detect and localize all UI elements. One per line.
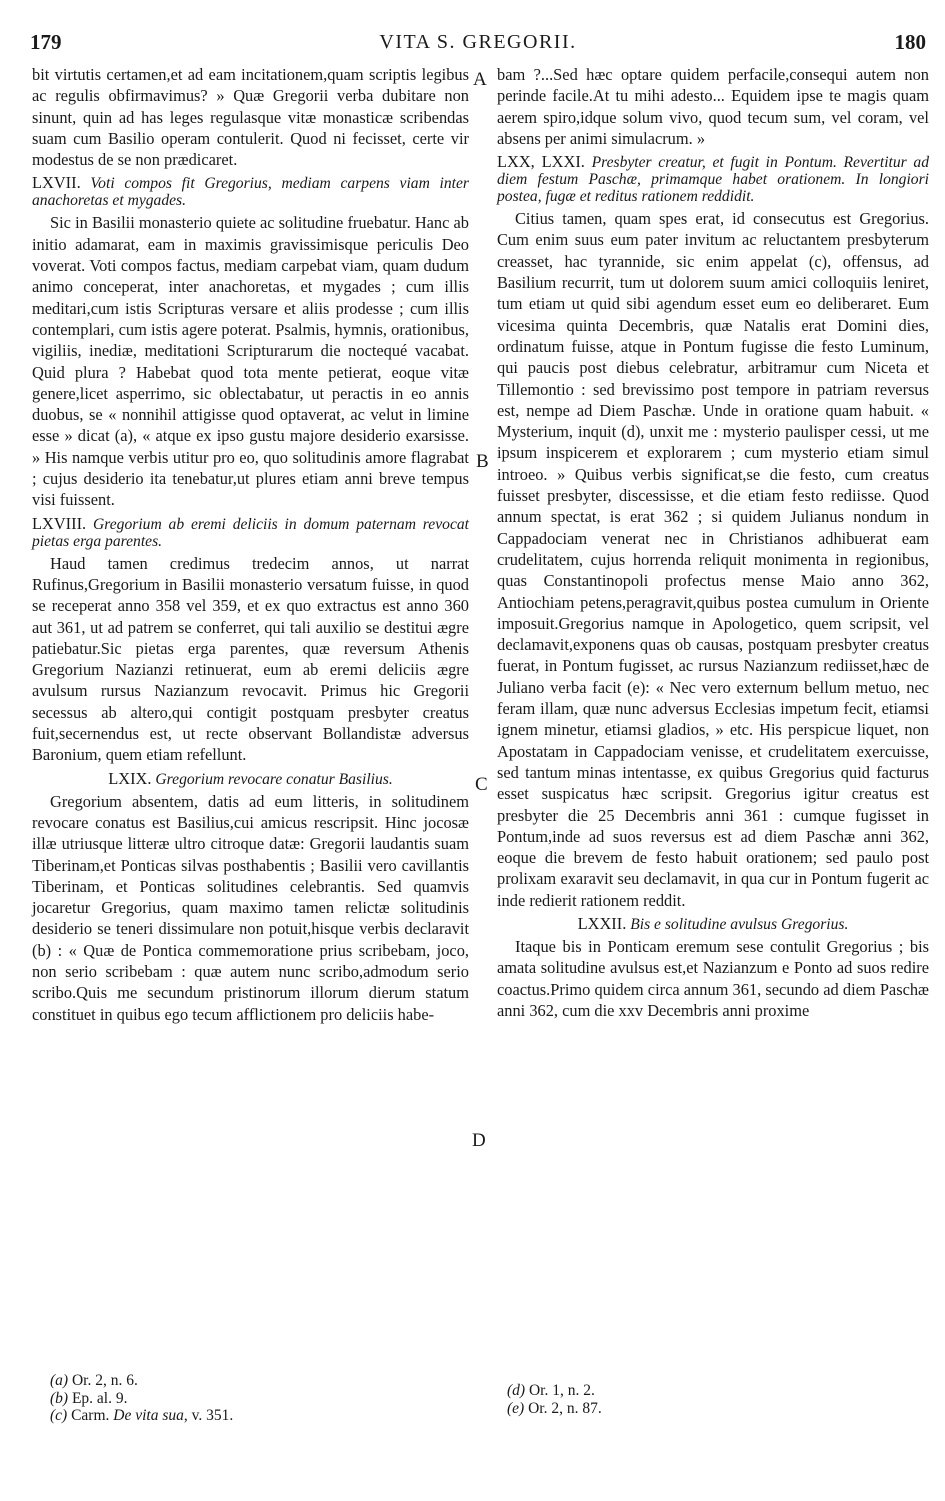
paragraph: Haud tamen credimus tredecim annos, ut narrat Rufinus,Gregorium in Basilii monasterio versatum fuisse, in quod se receperat anno 358 vel 359, et ex quo extractus est anno 360 aut 361, ut ad patrem se conferret, qui tali auxilio se destitui ægre patiebatur.Sic pietas erga parentes, quæ reversum Athenis Gregorium Nazianzi retinuerat, eum ab eremi deliciis ægre avulsum rursus Nazianzum revocavit. Primus hic Gregorii secessus ab altero,qui contigit postquam presbyter creatus fuit,secernendus est, ut recte observant Bollandistæ adversus Baronium, quem etiam refellunt. xyxy=(32,553,469,765)
paragraph: bam ?...Sed hæc optare quidem perfacile,consequi autem non perinde facile.At tu mihi adesto... Equidem ipse te magis quam aerem spiro,idque solum vivo, quod tecum sum, vel coram, vel absens per animi simulacrum. » xyxy=(497,65,929,148)
paragraph: Sic in Basilii monasterio quiete ac solitudine fruebatur. Hanc ab initio adamarat, eam in maximis gravissimisque periculis Deo voverat. Voti compos factus, mediam carpebat viam, quam dudum animo conceperat, inter anachoretas, et mygades ; cum illis meditari,cum istis Scripturas versare et aliis prodesse ; cum illis contemplari, cum istis agere poterat. Psalmis, hymnis, orationibus, vigiliis, inediæ, meditationi Scripturarum die noctequé vacabat. Quid plura ? Habebat quod tota mente petierat, eoque vitæ genere,licet asperrimo, sic oblectabatur, ut peractis in eo annis duobus, se « nonnihil attigisse quod optaverat, ac velut in limine esse » dicat (a), « atque ex ipso gustu majore desiderio exarsisse. » His namque verbis utitur pro eo, quo solitudinis amore flagrabat ; cujus desiderio ita tenebatur,ut plures etiam anni breve tempus visi fuissent. xyxy=(32,213,469,510)
footnote: (d) Or. 1, n. 2. xyxy=(507,1382,595,1399)
section-number: LXVIII. xyxy=(32,513,87,533)
margin-letter-b: B xyxy=(476,451,489,472)
footnotes-right xyxy=(507,1382,602,1417)
section-heading-lxvii xyxy=(32,174,469,209)
page-number-right: 180 xyxy=(894,30,926,54)
section-title: Presbyter creatur, et fugit in Pontum. Revertitur ad diem festum Paschæ, primamque habet orationem. In longiori postea, fugæ et reditus rationem reddidit. xyxy=(497,154,930,206)
footnote: (e) Or. 2, n. 87. xyxy=(507,1399,602,1417)
section-heading-lxx-lxxi xyxy=(497,153,929,205)
section-number: LXVII. xyxy=(32,173,81,193)
paragraph: Gregorium absentem, datis ad eum litteris, in solitudinem revocare conatus est Basilius,cui amicus rescripsit. Hinc jocosæ illæ utriusque litteræ ultro citroque datæ: Gregorii laudantis suam Tiberinam,et Ponticas silvas posthabentis ; Basilii vero cavillantis Tiberinam, et Ponticas solitudines celebrantis. Sed quamvis jocaretur Gregorius, quam maximo tamen relictæ solitudinis desiderio se teneri dissimulare non potuit,hisque verbis declaravit (b) : « Quæ de Pontica commemoratione prius scribebam, joco, non serio scribebam : quæ autem nunc scribo,admodum serio scribo.Quis me secundum pristinorum illorum dierum statum constituet in quibus ego tecum afflictionem pro deliciis habe- xyxy=(32,791,469,1024)
section-heading-lxviii xyxy=(32,515,469,550)
section-title: Voti compos fit Gregorius, mediam carpens viam inter anachoretas et mygades. xyxy=(32,175,469,210)
section-heading-lxix xyxy=(32,770,469,788)
section-number: LXXII. xyxy=(577,913,627,933)
margin-letter-d: D xyxy=(472,1130,486,1151)
footnote: (b) Ep. al. 9. xyxy=(50,1389,128,1407)
page-number-left: 179 xyxy=(30,30,62,54)
section-title: Bis e solitudine avulsus Gregorius. xyxy=(630,915,849,933)
footnote: (c) Carm. De vita sua, v. 351. xyxy=(50,1407,234,1424)
section-number: LXIX. xyxy=(108,768,152,788)
paragraph: Itaque bis in Ponticam eremum sese contulit Gregorius ; bis amata solitudine avulsus est,et Nazianzum e Ponto ad suos redire coactus.Primo quidem circa annum 361, secundo ad diem Paschæ anni 362, cum die xxv Decembris anni proxime xyxy=(497,936,929,1020)
paragraph: Citius tamen, quam spes erat, id consecutus est Gregorius. Cum enim suus eum pater invitum ac reluctantem presbyterum creasset, hac tyrannide, sic enim appelat (c), offensus, ad Basilium recurrit, tum ut dolorem suum amici colloquiis leniret, tum etiam ut quid sibi agendum esset eum eo deliberaret. Eum vicesima quinta Decembris, quæ Natalis erat Domini dies, ordinatum fuisse, atque in Pontum fugisse die festo Luminum, qui paucis post diebus celebratur, arbitramur cum Niceta et Tillemontio : sed brevissimo post tempore in patriam reversus est, nempe ad Diem Paschæ. Unde in oratione quam habuit. « Mysterium, inquit (d), unxit me : mysterio paulisper cessi, ut me ipsum inspicerem et explorarem ; cum mysterio etiam simul introeo. » Quibus verbis significat,se die festo, cum creatus fuisset presbyter, discessisse, et die etiam festo rediisse. Quod annum spectat, is erat 362 ; si quidem Julianus nondum in Cappadociam venerat nec in Christianos adhibuerat eam crudelitatem, cujus horrenda reliquit monimenta in regionibus, quas Constantinopoli profectus mense Maio anno 362, Antiochiam petens,peragravit,quibus postea cumulum in Oriente imposuit.Gregorius namque in Apologetico, quem scripsit, vel declamavit,exponens quas ob causas, postquam presbyter creatus fuerat, in Pontum fugisset, ac rursus Nazianzum rediisset,hæc de Juliano verba facit (e): « Nec vero externum bellum metuo, nec feram illam, quæ nunc adversus Ecclesias impetum fecit, etiamsi ignem minetur, etiamsi gladios, » etc. His perspicue liquet, non Apostatam in Cappadociam venisse, et crudelitatem exercuisse, sed tantum minas intentasse, ex quibus Gregorius quid facturus esset suspicatus hæc scripsit. Gregorius igitur creatus est presbyter die 25 Decembris anni 361 : cumque fugisset in Pontum,inde ad suos reversus est ad diem Paschæ anni 362, eoque die brevem de festo habuit orationem; sed paulo post prolixam exaravit seu declamavit, in qua cur in Pontum fugerit ac inde redierit rationem reddit. xyxy=(497,209,929,910)
footnote: (a) Or. 2, n. 6. xyxy=(50,1372,138,1389)
right-column xyxy=(497,64,929,1021)
section-title: Gregorium ab eremi deliciis in domum paternam revocat pietas erga parentes. xyxy=(32,515,469,550)
section-number: LXX, LXXI. xyxy=(497,152,585,172)
paragraph: bit virtutis certamen,et ad eam incitationem,quam scriptis legibus ac regulis obfirmavimus? » Quæ Gregorii verba dubitare non sinunt, quin ad has leges regulasque vitæ monasticæ scribendas suam cum Basilio operam contulerit. Quod ni fecisset, certe vir modestus de se non prædicaret. xyxy=(32,65,469,170)
margin-letter-c: C xyxy=(475,774,488,795)
margin-letter-a: A xyxy=(473,69,487,90)
footnotes-left xyxy=(50,1372,233,1425)
section-heading-lxxii xyxy=(497,915,929,933)
left-column xyxy=(32,64,469,1025)
running-title: VITA S. GREGORII. xyxy=(379,31,577,53)
section-title: Gregorium revocare conatur Basilius. xyxy=(155,770,393,788)
page-header xyxy=(30,30,926,60)
